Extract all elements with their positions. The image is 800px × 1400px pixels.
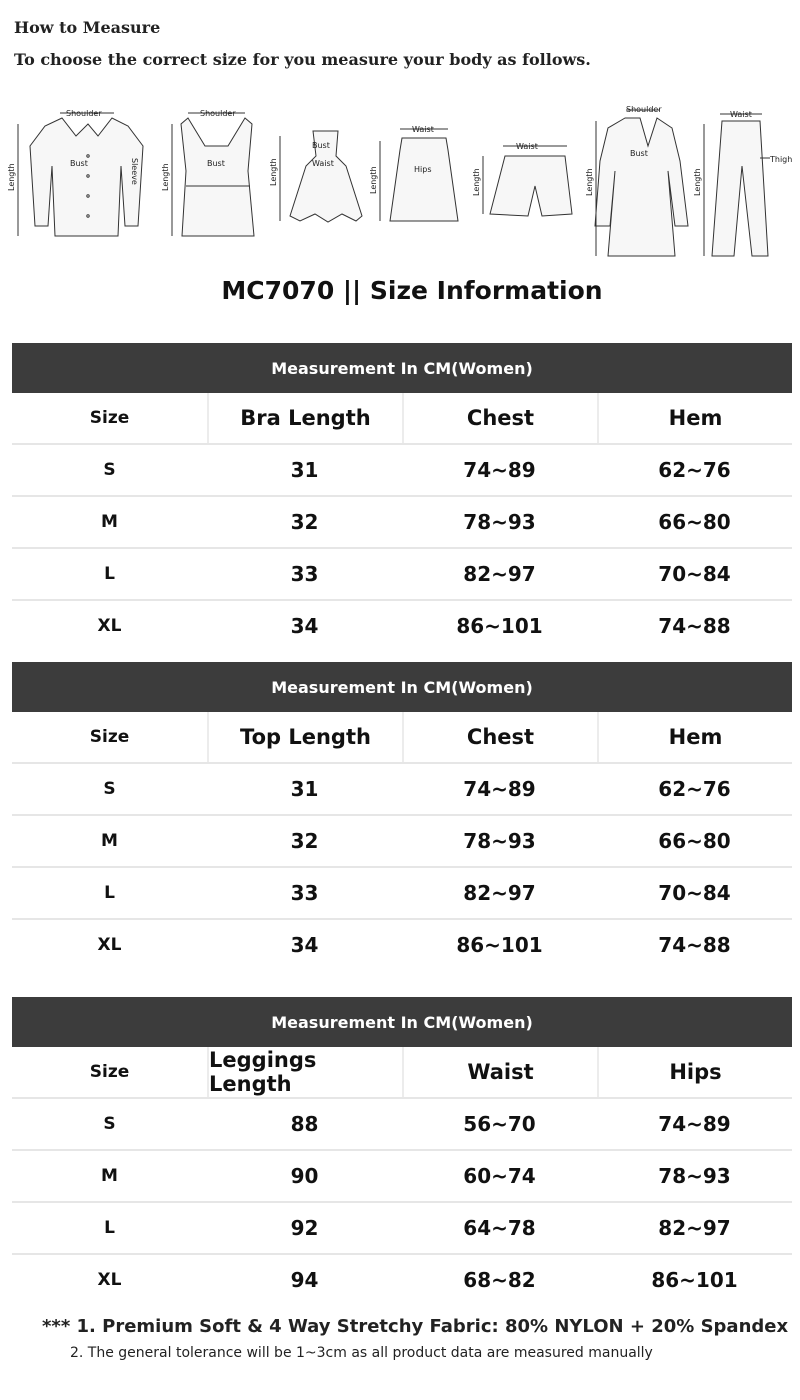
table-header: Measurement In CM(Women) [12,997,792,1047]
dress-figure [269,131,362,222]
column-header: Chest [402,393,597,443]
column-header-row [12,1047,792,1099]
size-cell: L [104,883,115,903]
table-cell: 34 [290,933,319,957]
svg-text:Bust: Bust [312,141,330,150]
table-row [12,445,792,497]
table-row [12,1203,792,1255]
table-cell: 33 [290,562,319,586]
coat-figure [585,105,688,256]
table-row [12,764,792,816]
shorts-figure [472,142,572,216]
size-information-title: MC7070 || Size Information [221,276,603,305]
table-header: Measurement In CM(Women) [12,662,792,712]
size-cell: M [101,831,118,851]
table-cell: 70~84 [658,881,731,905]
table-header: Measurement In CM(Women) [12,343,792,393]
table-row [12,1099,792,1151]
table-cell: 68~82 [463,1268,536,1292]
table-cell: 78~93 [463,510,536,534]
svg-text:Waist: Waist [730,110,752,119]
column-header: Hips [597,1047,792,1097]
table-row [12,497,792,549]
svg-text:Length: Length [369,166,378,194]
column-header: Top Length [207,712,402,762]
size-table-top [12,662,792,970]
svg-text:Bust: Bust [70,159,88,168]
tank-figure [161,109,254,236]
table-cell: 88 [290,1112,319,1136]
column-header: Size [89,727,130,747]
column-header-row [12,393,792,445]
table-cell: 82~97 [658,1216,731,1240]
size-cell: M [101,512,118,532]
svg-text:Sleeve: Sleeve [130,158,139,185]
svg-text:Bust: Bust [630,149,648,158]
table-cell: 32 [290,510,319,534]
svg-text:Length: Length [7,163,16,191]
table-row [12,1151,792,1203]
table-cell: 74~88 [658,933,731,957]
table-cell: 56~70 [463,1112,536,1136]
how-to-measure-instructions: To choose the correct size for you measure your body as follows. [14,50,591,69]
table-cell: 78~93 [463,829,536,853]
size-cell: XL [97,935,122,955]
table-cell: 31 [290,458,319,482]
table-cell: 66~80 [658,829,731,853]
svg-text:Thigh: Thigh [770,155,793,164]
table-cell: 92 [290,1216,319,1240]
svg-text:Hips: Hips [414,165,432,174]
table-cell: 62~76 [658,777,731,801]
table-cell: 70~84 [658,562,731,586]
how-to-measure-heading: How to Measure [14,18,161,37]
svg-text:Length: Length [161,163,170,191]
table-cell: 33 [290,881,319,905]
svg-text:Waist: Waist [516,142,538,151]
svg-text:Shoulder: Shoulder [200,109,236,118]
svg-text:Bust: Bust [207,159,225,168]
measurement-diagram [0,96,800,271]
size-cell: XL [97,1270,122,1290]
table-cell: 74~89 [463,458,536,482]
table-cell: 64~78 [463,1216,536,1240]
table-row [12,549,792,601]
svg-text:Length: Length [269,158,278,186]
size-table-leggings [12,997,792,1305]
size-cell: L [104,564,115,584]
table-cell: 86~101 [651,1268,738,1292]
fabric-note: *** 1. Premium Soft & 4 Way Stretchy Fabric: 80% NYLON + 20% Spandex [42,1316,789,1337]
size-cell: XL [97,616,122,636]
svg-text:Shoulder: Shoulder [66,109,102,118]
size-cell: L [104,1218,115,1238]
svg-text:Length: Length [693,168,702,196]
skirt-figure [369,125,458,221]
table-cell: 60~74 [463,1164,536,1188]
column-header: Waist [402,1047,597,1097]
table-cell: 86~101 [456,614,543,638]
table-cell: 94 [290,1268,319,1292]
svg-text:Waist: Waist [412,125,434,134]
size-cell: S [103,460,116,480]
table-cell: 32 [290,829,319,853]
table-cell: 78~93 [658,1164,731,1188]
tolerance-note: 2. The general tolerance will be 1~3cm as all product data are measured manually [70,1345,653,1361]
table-cell: 66~80 [658,510,731,534]
table-cell: 82~97 [463,881,536,905]
trousers-figure [693,110,792,256]
column-header: Size [89,408,130,428]
table-cell: 62~76 [658,458,731,482]
size-cell: S [103,1114,116,1134]
svg-text:Waist: Waist [312,159,334,168]
table-row [12,816,792,868]
table-row [12,601,792,651]
size-cell: S [103,779,116,799]
svg-text:Shoulder: Shoulder [626,105,662,114]
table-cell: 34 [290,614,319,638]
size-cell: M [101,1166,118,1186]
table-cell: 74~88 [658,614,731,638]
column-header: Hem [597,393,792,443]
table-cell: 74~89 [658,1112,731,1136]
table-row [12,868,792,920]
table-row [12,920,792,970]
column-header: Chest [402,712,597,762]
column-header: Size [89,1062,130,1082]
svg-text:Length: Length [472,168,481,196]
table-cell: 82~97 [463,562,536,586]
table-cell: 90 [290,1164,319,1188]
column-header: Bra Length [207,393,402,443]
svg-text:Length: Length [585,168,594,196]
column-header: Hem [597,712,792,762]
table-cell: 74~89 [463,777,536,801]
column-header: Leggings Length [207,1047,402,1097]
blouse-figure [7,109,143,236]
size-table-bra [12,343,792,651]
table-cell: 31 [290,777,319,801]
table-cell: 86~101 [456,933,543,957]
table-row [12,1255,792,1305]
column-header-row [12,712,792,764]
